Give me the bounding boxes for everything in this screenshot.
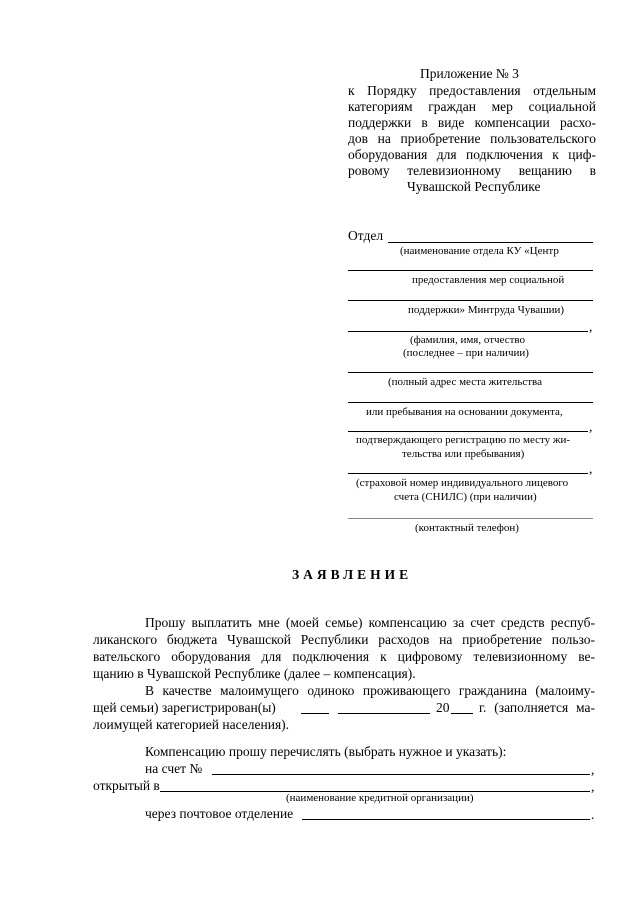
appendix-line: к Порядку предоставления отдельным xyxy=(348,83,596,98)
payment-method-label: Компенсацию прошу перечислять (выбрать нужное и указать): xyxy=(145,744,507,759)
account-number-field[interactable] xyxy=(212,774,590,775)
comma: , xyxy=(589,319,593,334)
text-line: Прошу выплатить мне (моей семье) компенсацию за счет средств респуб- xyxy=(145,615,595,630)
text-line: г. (заполняется ма- xyxy=(479,700,595,715)
post-office-field[interactable] xyxy=(302,819,590,820)
reg-month-field[interactable] xyxy=(338,713,430,714)
snils-field[interactable] xyxy=(348,473,588,474)
dept-field[interactable] xyxy=(388,242,593,243)
reg-year-field[interactable] xyxy=(451,713,473,714)
phone-caption: (контактный телефон) xyxy=(415,522,519,534)
opened-label: открытый в xyxy=(93,778,160,793)
address-caption: или пребывания на основании документа, xyxy=(366,406,563,418)
dept-caption: поддержки» Минтруда Чувашии) xyxy=(408,304,565,316)
fullname-field[interactable] xyxy=(348,331,588,332)
appendix-line: дов на приобретение пользовательского xyxy=(348,131,596,146)
address-caption: (полный адрес места жительства xyxy=(388,376,542,388)
appendix-title: Приложение № 3 xyxy=(420,66,519,81)
dept-label: Отдел xyxy=(348,228,384,243)
dept-field-line3[interactable] xyxy=(348,300,593,301)
snils-caption: (страховой номер индивидуального лицевого xyxy=(356,477,569,489)
fullname-caption: (последнее – при наличии) xyxy=(403,347,529,359)
comma: , xyxy=(589,419,593,434)
appendix-line: оборудования для подключения к циф- xyxy=(348,147,596,162)
text-line: щей семьи) зарегистрирован(ы) xyxy=(93,700,276,715)
phone-field[interactable] xyxy=(348,518,593,519)
address-field[interactable] xyxy=(348,372,593,373)
address-caption: подтверждающего регистрацию по месту жи- xyxy=(356,434,571,446)
comma: , xyxy=(589,461,593,476)
account-label: на счет № xyxy=(145,761,203,776)
dept-caption: (наименование отдела КУ «Центр xyxy=(400,245,559,257)
year-prefix: 20 xyxy=(436,700,450,715)
appendix-line: Чувашской Республике xyxy=(407,179,541,194)
text-line: лоимущей категорией населения). xyxy=(93,717,290,732)
period: . xyxy=(591,807,595,822)
bank-caption: (наименование кредитной организации) xyxy=(286,792,474,804)
snils-caption: счета (СНИЛС) (при наличии) xyxy=(394,491,537,503)
post-office-label: через почтовое отделение xyxy=(145,806,294,821)
address-field-line3[interactable] xyxy=(348,431,588,432)
comma: , xyxy=(591,762,595,777)
dept-field-line2[interactable] xyxy=(348,270,593,271)
text-line: вательского оборудования для подключения к цифровому телевизионному ве- xyxy=(93,649,595,664)
fullname-caption: (фамилия, имя, отчество xyxy=(410,334,526,346)
appendix-line: ровому телевизионному вещанию в xyxy=(348,163,596,178)
text-line: щанию в Чувашской Республике (далее – компенсация). xyxy=(93,666,416,681)
dept-caption: предоставления мер социальной xyxy=(412,274,565,286)
appendix-line: поддержки в виде компенсации расхо- xyxy=(348,115,596,130)
statement-title: ЗАЯВЛЕНИЕ xyxy=(292,567,413,582)
comma: , xyxy=(591,779,595,794)
appendix-line: категориям граждан мер социальной xyxy=(348,99,596,114)
reg-day-field[interactable] xyxy=(301,713,329,714)
address-field-line2[interactable] xyxy=(348,402,593,403)
text-line: ликанского бюджета Чувашской Республики расходов на приобретение пользо- xyxy=(93,632,595,647)
address-caption: тельства или пребывания) xyxy=(402,448,525,460)
text-line: В качестве малоимущего одиноко проживающего гражданина (малоиму- xyxy=(145,683,595,698)
